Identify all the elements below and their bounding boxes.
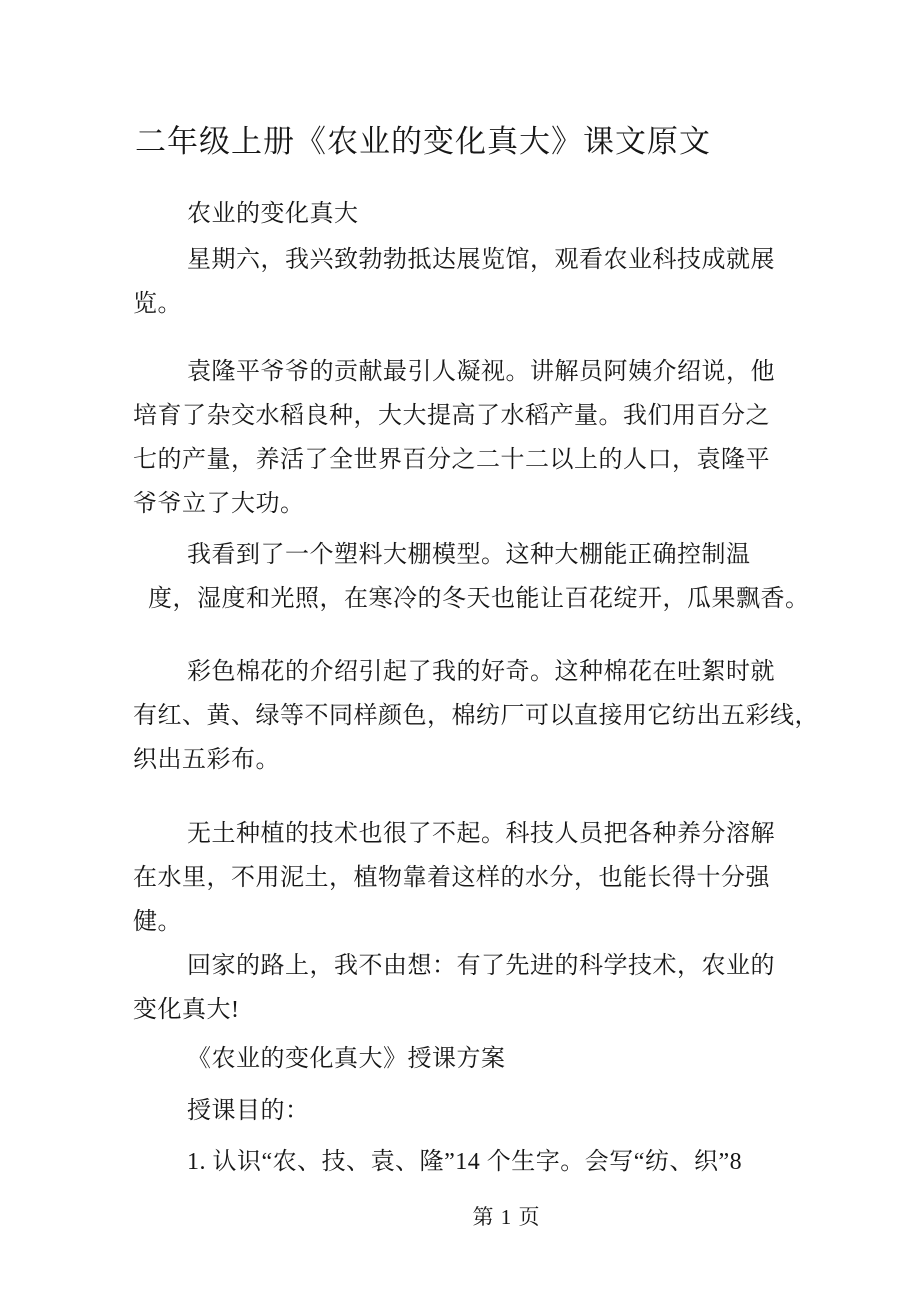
text-line: 织出五彩布。 bbox=[133, 747, 280, 773]
text-line: 变化真大! bbox=[133, 997, 240, 1023]
page-number: 第 1 页 bbox=[472, 1205, 541, 1229]
text-line: 健。 bbox=[133, 909, 182, 935]
text-line: 有红、黄、绿等不同样颜色，棉纺厂可以直接用它纺出五彩线， bbox=[133, 703, 819, 729]
text-line: 览。 bbox=[133, 291, 182, 317]
text-line: 《农业的变化真大》授课方案 bbox=[187, 1046, 506, 1072]
page-title: 二年级上册《农业的变化真大》课文原文 bbox=[135, 124, 711, 159]
text-line: 彩色棉花的介绍引起了我的好奇。这种棉花在吐絮时就 bbox=[187, 659, 775, 685]
paragraph bbox=[133, 812, 880, 944]
paragraph bbox=[133, 192, 880, 236]
paragraph bbox=[133, 1089, 880, 1133]
text-line: 袁隆平爷爷的贡献最引人凝视。讲解员阿姨介绍说，他 bbox=[187, 359, 775, 385]
text-line: 授课目的： bbox=[187, 1098, 310, 1124]
paragraph bbox=[133, 533, 880, 621]
text-line: 回家的路上，我不由想：有了先进的科学技术，农业的 bbox=[187, 953, 775, 979]
text-line: 无土种植的技术也很了不起。科技人员把各种养分溶解 bbox=[187, 821, 775, 847]
body-text bbox=[133, 192, 880, 1184]
paragraph bbox=[133, 238, 880, 326]
text-line: 星期六，我兴致勃勃抵达展览馆，观看农业科技成就展 bbox=[187, 247, 775, 273]
text-line: 度，湿度和光照，在寒冷的冬天也能让百花绽开，瓜果飘香。 bbox=[148, 586, 810, 612]
document-content bbox=[0, 120, 920, 1232]
text-line: 在水里，不用泥土，植物靠着这样的水分，也能长得十分强 bbox=[133, 865, 770, 891]
text-line: 农业的变化真大 bbox=[187, 201, 359, 227]
text-line: 七的产量，养活了全世界百分之二十二以上的人口，袁隆平 bbox=[133, 447, 770, 473]
text-line: 培育了杂交水稻良种，大大提高了水稻产量。我们用百分之 bbox=[133, 403, 770, 429]
text-line: 1. 认识“农、技、袁、隆”14 个生字。会写“纺、织”8 bbox=[187, 1149, 743, 1175]
paragraph bbox=[133, 650, 880, 782]
paragraph bbox=[133, 350, 880, 526]
paragraph bbox=[133, 1037, 880, 1081]
text-line: 爷爷立了大功。 bbox=[133, 491, 305, 517]
paragraph bbox=[133, 1140, 880, 1184]
paragraph bbox=[133, 944, 880, 1032]
text-line: 我看到了一个塑料大棚模型。这种大棚能正确控制温 bbox=[187, 542, 751, 568]
